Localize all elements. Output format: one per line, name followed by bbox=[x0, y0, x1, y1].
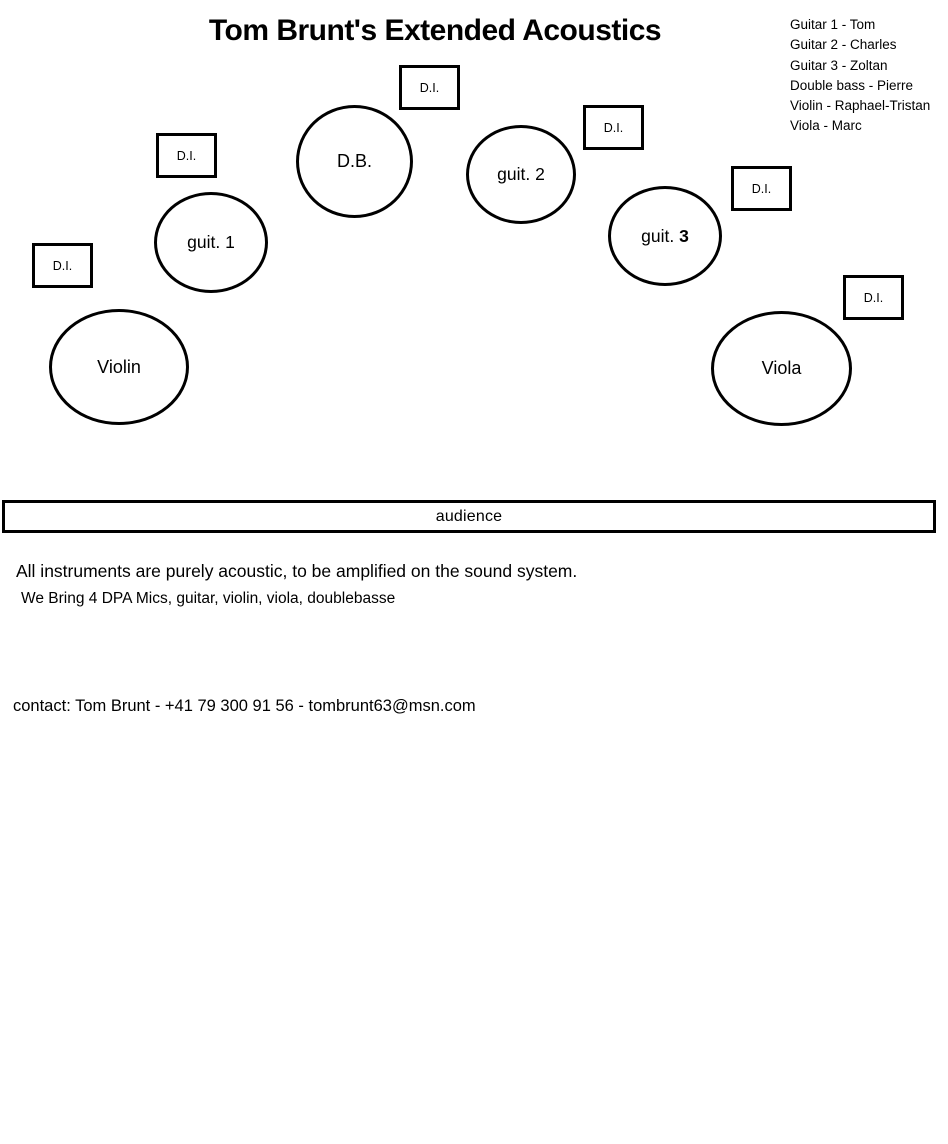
di-box-label: D.I. bbox=[603, 120, 624, 135]
stage-circle-violin bbox=[49, 309, 189, 425]
stage-circle-guitar-1 bbox=[154, 192, 268, 293]
di-box-label: D.I. bbox=[176, 148, 197, 163]
stage-circle-guitar-3 bbox=[608, 186, 722, 286]
legend-item-guitar-1: Guitar 1 - Tom bbox=[790, 17, 876, 32]
di-box-label: D.I. bbox=[52, 258, 73, 273]
di-box-viola bbox=[843, 275, 904, 320]
stage-circle-guitar-2 bbox=[466, 125, 576, 224]
stage-circle-double-bass bbox=[296, 105, 413, 218]
stage-circle-label: Violin bbox=[97, 356, 141, 377]
stage-circle-label: guit. 1 bbox=[187, 232, 235, 252]
di-box-violin bbox=[32, 243, 93, 288]
di-box-label: D.I. bbox=[419, 80, 440, 95]
stage-circle-label: guit. 2 bbox=[497, 164, 545, 184]
audience-bar bbox=[2, 500, 936, 533]
di-box-guitar-1 bbox=[156, 133, 217, 178]
page-title: Tom Brunt's Extended Acoustics bbox=[208, 14, 662, 47]
legend-item-guitar-2: Guitar 2 - Charles bbox=[790, 37, 897, 53]
stage-circle-label: guit. 3 bbox=[641, 225, 689, 246]
audience-label: audience bbox=[435, 507, 503, 525]
stage-circle-label: D.B. bbox=[336, 151, 372, 171]
di-box-guitar-3 bbox=[731, 166, 792, 211]
legend-item-viola: Viola - Marc bbox=[790, 118, 862, 134]
di-box-label: D.I. bbox=[751, 181, 772, 196]
di-box-guitar-2 bbox=[583, 105, 644, 150]
legend-item-guitar-3: Guitar 3 - Zoltan bbox=[790, 57, 888, 73]
contact-info: contact: Tom Brunt - +41 79 300 91 56 - tombrunt63@msn.com bbox=[13, 697, 476, 715]
stage-circle-viola bbox=[711, 311, 852, 426]
di-box-double-bass bbox=[399, 65, 460, 110]
di-box-label: D.I. bbox=[863, 290, 884, 305]
musicians-legend bbox=[790, 15, 948, 137]
stage-circle-label: Viola bbox=[761, 358, 802, 378]
note-mics: We Bring 4 DPA Mics, guitar, violin, viola, doublebasse bbox=[21, 590, 396, 607]
legend-item-double-bass: Double bass - Pierre bbox=[790, 77, 914, 93]
note-acoustic: All instruments are purely acoustic, to be amplified on the sound system. bbox=[16, 561, 578, 581]
legend-item-violin: Violin - Raphael-Tristan bbox=[790, 98, 931, 114]
